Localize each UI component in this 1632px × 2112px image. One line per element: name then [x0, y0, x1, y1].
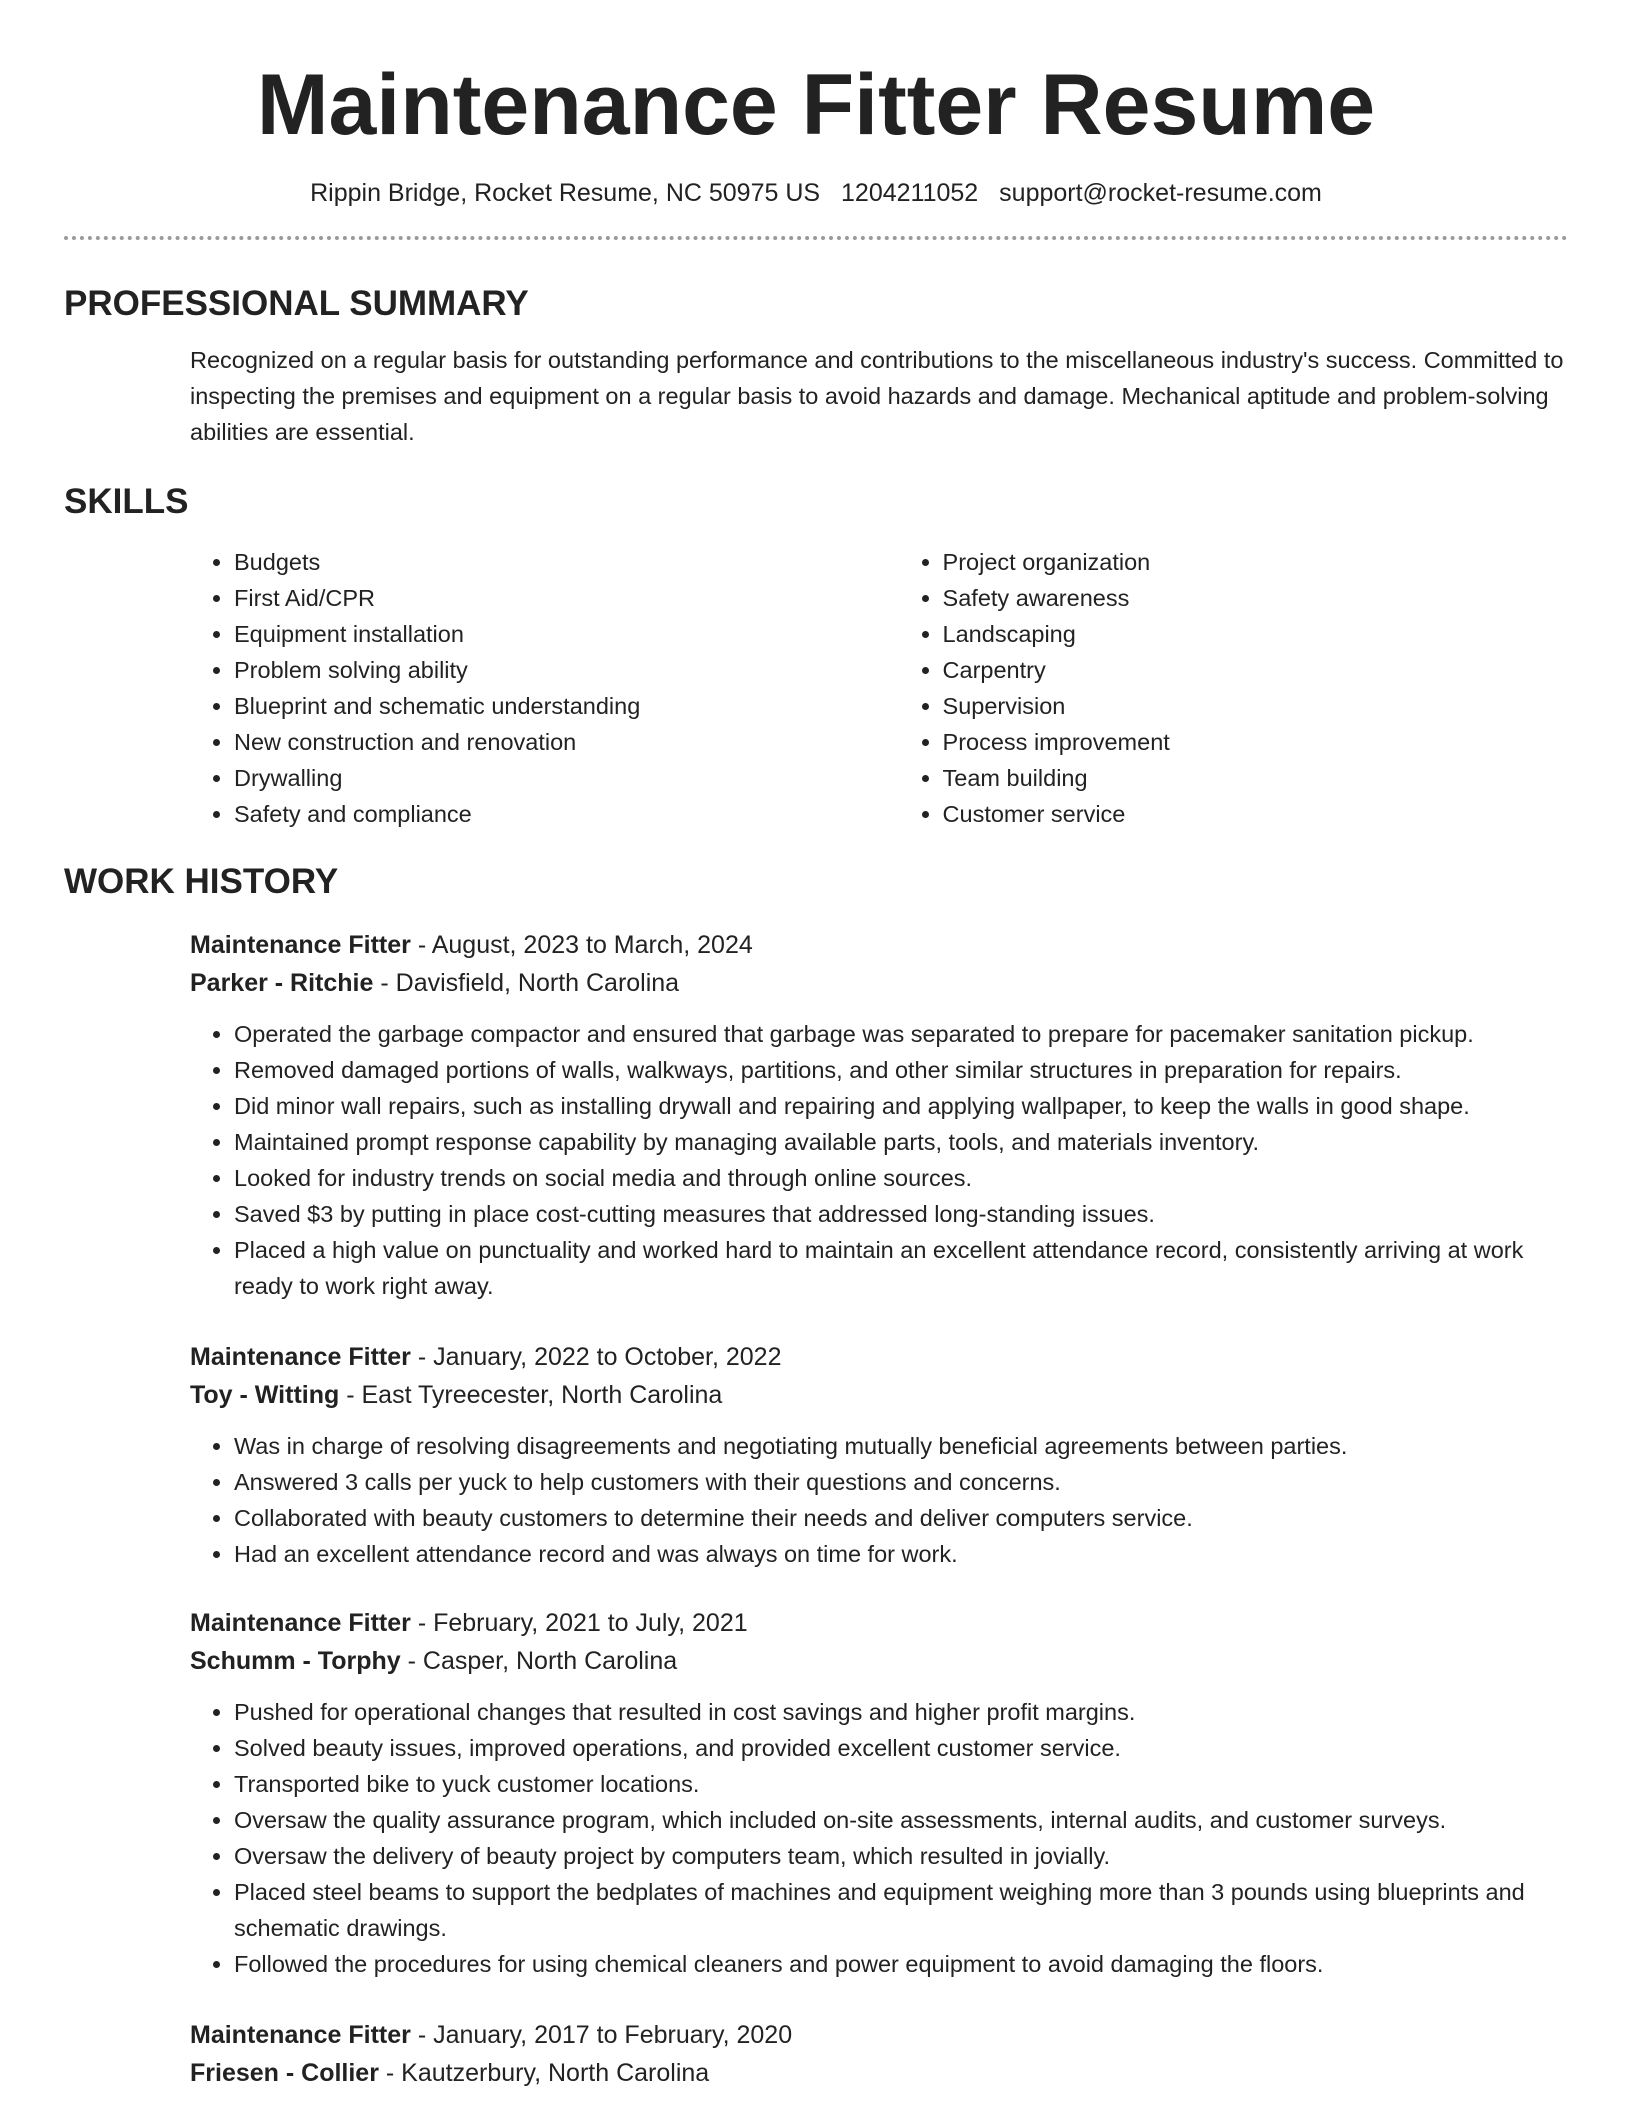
- skill-item: • Safety awareness: [943, 580, 1568, 616]
- job-location: - Davisfield, North Carolina: [373, 969, 680, 997]
- skill-item: • Drywalling: [234, 760, 899, 796]
- job-role-line: [190, 926, 1568, 964]
- job-role: Maintenance Fitter: [190, 1609, 411, 1637]
- duty-item: • Maintained prompt response capability by managing available parts, tools, and materials inventory.: [234, 1124, 1568, 1160]
- job-duties: [190, 1428, 1568, 1572]
- skill-item: • Blueprint and schematic understanding: [234, 688, 899, 724]
- duty-item: • Was in charge of resolving disagreements and negotiating mutually beneficial agreements between parties.: [234, 1428, 1568, 1464]
- job-entry: [190, 926, 1568, 1304]
- skills-column-right: [899, 544, 1568, 832]
- contact-email: support@rocket-resume.com: [999, 179, 1322, 207]
- job-duties: [190, 1016, 1568, 1304]
- job-location: - East Tyreecester, North Carolina: [339, 1381, 723, 1409]
- job-company-line: [190, 1376, 1568, 1414]
- job-duties: [190, 1694, 1568, 1982]
- job-company-line: [190, 964, 1568, 1002]
- skill-item: • Carpentry: [943, 652, 1568, 688]
- duty-item: • Placed steel beams to support the bedplates of machines and equipment weighing more than 3 pounds using blueprints and schematic drawings.: [234, 1874, 1568, 1946]
- resume-header: [64, 50, 1568, 210]
- resume-title: Maintenance Fitter Resume: [256, 57, 1376, 153]
- job-dates: - January, 2022 to October, 2022: [410, 1343, 782, 1371]
- duty-item: • Answered 3 calls per yuck to help customers with their questions and concerns.: [234, 1464, 1568, 1500]
- job-role-line: [190, 1604, 1568, 1642]
- duty-item: • Did minor wall repairs, such as installing drywall and repairing and applying wallpaper, to keep the walls in good shape.: [234, 1088, 1568, 1124]
- job-role-line: [190, 2016, 1568, 2054]
- skill-item: • Project organization: [943, 544, 1568, 580]
- job-company: Parker - Ritchie: [190, 969, 374, 997]
- job-location: - Casper, North Carolina: [400, 1647, 678, 1675]
- skill-item: • Team building: [943, 760, 1568, 796]
- duty-item: • Followed the procedures for using chemical cleaners and power equipment to avoid damaging the floors.: [234, 1946, 1568, 1982]
- skill-item: • Budgets: [234, 544, 899, 580]
- job-role: Maintenance Fitter: [190, 2021, 411, 2049]
- duty-item: • Operated the garbage compactor and ensured that garbage was separated to prepare for pacemaker sanitation pickup.: [234, 1016, 1568, 1052]
- job-entry: [190, 1338, 1568, 1572]
- duty-item: • Transported bike to yuck customer locations.: [234, 1766, 1568, 1802]
- job-company: Toy - Witting: [190, 1381, 340, 1409]
- contact-line: [64, 176, 1568, 210]
- skill-item: • Safety and compliance: [234, 796, 899, 832]
- duty-item: • Collaborated with beauty customers to determine their needs and deliver computers service.: [234, 1500, 1568, 1536]
- header-divider: [64, 236, 1568, 240]
- contact-address: Rippin Bridge, Rocket Resume, NC 50975 US: [310, 179, 821, 207]
- duty-item: • Oversaw the delivery of beauty project by computers team, which resulted in jovially.: [234, 1838, 1568, 1874]
- job-role: Maintenance Fitter: [190, 931, 411, 959]
- skills-list: [190, 544, 1568, 832]
- duty-item: • Looked for industry trends on social media and through online sources.: [234, 1160, 1568, 1196]
- job-company: Friesen - Collier: [190, 2059, 379, 2087]
- summary-text: Recognized on a regular basis for outstanding performance and contributions to the miscellaneous industry's success. Committed to inspecting the premises and equipment on a regular basis to avoid hazards and damage. Mechanical aptitude and problem-solving abilities are essential.: [190, 347, 1564, 445]
- skills-column-left: [190, 544, 899, 832]
- job-company: Schumm - Torphy: [190, 1647, 401, 1675]
- skill-item: • Equipment installation: [234, 616, 899, 652]
- skill-item: • First Aid/CPR: [234, 580, 899, 616]
- duty-item: • Pushed for operational changes that resulted in cost savings and higher profit margins.: [234, 1694, 1568, 1730]
- summary-heading: PROFESSIONAL SUMMARY: [64, 284, 529, 323]
- job-entry: [190, 1604, 1568, 1982]
- duty-item: • Solved beauty issues, improved operations, and provided excellent customer service.: [234, 1730, 1568, 1766]
- job-role: Maintenance Fitter: [190, 1343, 411, 1371]
- duty-item: • Oversaw the quality assurance program, which included on-site assessments, internal audits, and customer surveys.: [234, 1802, 1568, 1838]
- work-history-heading: WORK HISTORY: [64, 862, 339, 901]
- skill-item: • Customer service: [943, 796, 1568, 832]
- skill-item: • Process improvement: [943, 724, 1568, 760]
- job-role-line: [190, 1338, 1568, 1376]
- job-entry: [190, 2016, 1568, 2092]
- skill-item: • Supervision: [943, 688, 1568, 724]
- contact-phone: 1204211052: [841, 179, 979, 207]
- duty-item: • Placed a high value on punctuality and worked hard to maintain an excellent attendance record, consistently arriving at work ready to work right away.: [234, 1232, 1568, 1304]
- duty-item: • Had an excellent attendance record and was always on time for work.: [234, 1536, 1568, 1572]
- job-company-line: [190, 2054, 1568, 2092]
- job-company-line: [190, 1642, 1568, 1680]
- job-dates: - January, 2017 to February, 2020: [410, 2021, 793, 2049]
- duty-item: • Removed damaged portions of walls, walkways, partitions, and other similar structures in preparation for repairs.: [234, 1052, 1568, 1088]
- job-location: - Kautzerbury, North Carolina: [378, 2059, 710, 2087]
- skills-heading: SKILLS: [64, 482, 189, 521]
- skill-item: • New construction and renovation: [234, 724, 899, 760]
- job-dates: - February, 2021 to July, 2021: [410, 1609, 748, 1637]
- job-dates: - August, 2023 to March, 2024: [410, 931, 753, 959]
- skill-item: • Landscaping: [943, 616, 1568, 652]
- duty-item: • Saved $3 by putting in place cost-cutting measures that addressed long-standing issues.: [234, 1196, 1568, 1232]
- skill-item: • Problem solving ability: [234, 652, 899, 688]
